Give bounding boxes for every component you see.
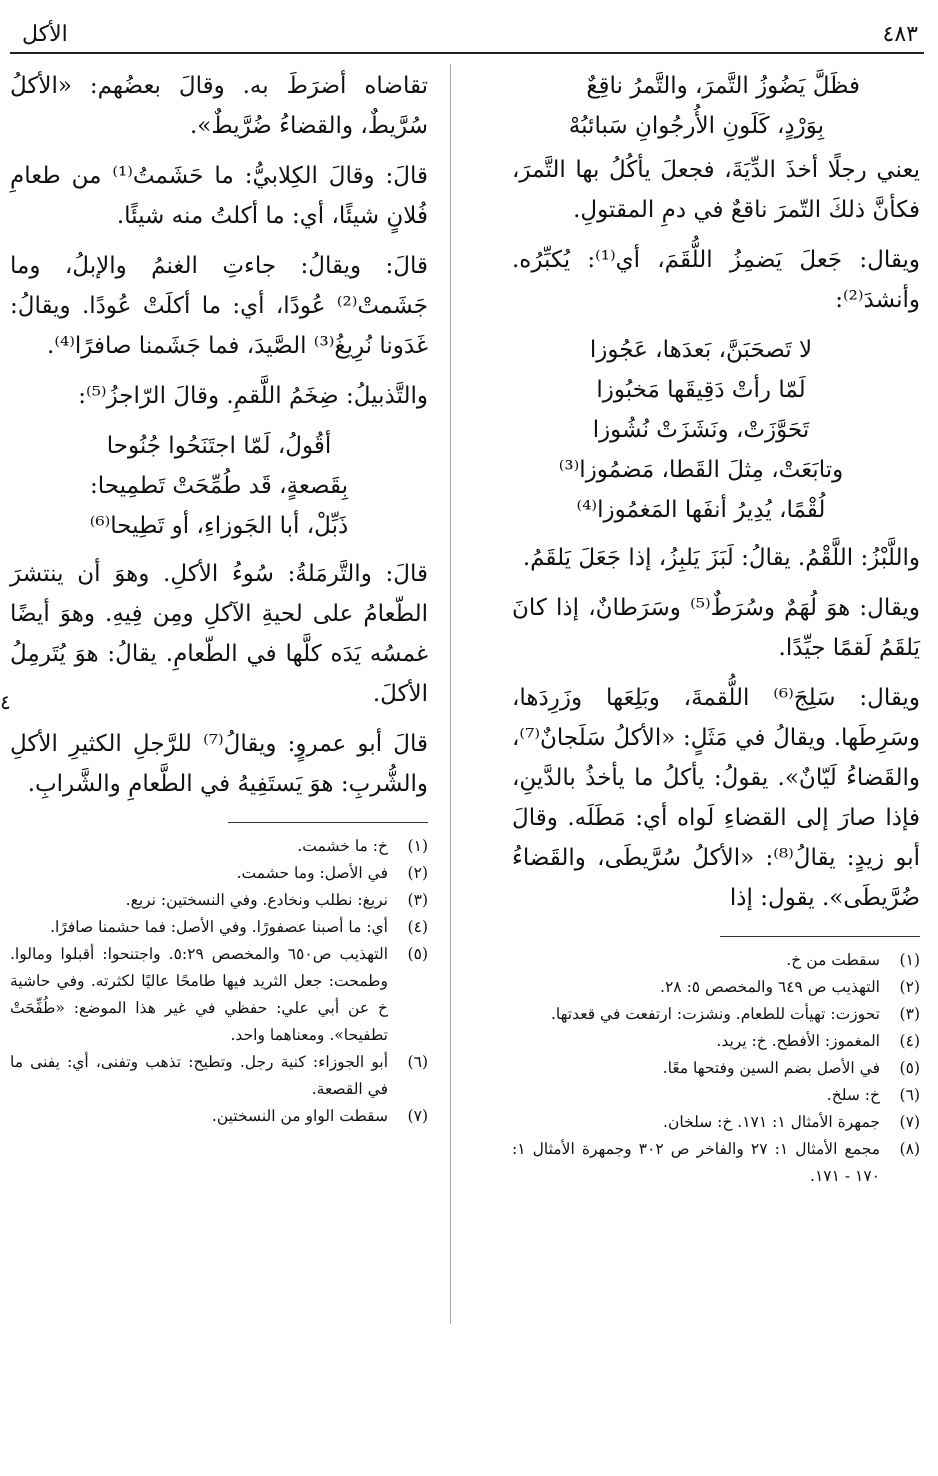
paragraph: ويقال: سَلِجَ⁽⁶⁾ اللُّقمةَ، وبَلِعَها وزَرِدَها، وسَرِطَها. ويقالُ في مَثَلٍ: «الأكلُ سَلَجانٌ⁽⁷⁾، والقَضاءُ لَيّانٌ». يقولُ: يأكلُ ما يأخذُ بالدَّينِ، فإذا صارَ إلى القضاءِ لَواه أي: مَطَلَه. وقالَ أبو زيدٍ: يقالُ⁽⁸⁾: «الأكلُ سُرَّيطَى، والقَضاءُ ضُرَّيطَى». يقول: إذا [512,685,920,911]
footnote: (٣) تحوزت: تهيأت للطعام. ونشزت: ارتفعت في قعدتها. [550,1005,920,1023]
verse-block [512,66,920,146]
paragraph: قالَ: وقالَ الكِلابيُّ: ما حَشَمتُ⁽¹⁾ من طعامِ فُلانٍ شيئًا، أي: ما أكلتُ منه شيئًا. [10,163,428,229]
poem-line: لُقْمًا، يُدِيرُ أنفَها المَغمُوزا⁽⁴⁾ [576,497,826,523]
footnote: (٥) في الأصل بضم السين وفتحها معًا. [662,1059,920,1077]
header-rule [10,52,924,54]
footnote: (٢) التهذيب ص ٦٤٩ والمخصص ٥: ٢٨. [660,978,920,996]
paragraph: قالَ: والتَّرمَلةُ: سُوءُ الأكلِ. وهوَ أن ينتشرَ الطّعامُ على لحيةِ الآكلِ ومِن فِيهِ. وهوَ أيضًا غمسُه يَدَه كلَّها في الطّعامِ. يقالُ: هوَ يُتَرمِلُ الأكلَ. [10,561,428,707]
footnotes [512,947,920,1190]
footnote-rule [720,936,920,937]
footnote: (٣) نريغ: نطلب ونخادع. وفي النسختين: نريع. [125,891,428,909]
poem-line: وتابَعَتْ، مِثلَ القَطا، مَضمُوزا⁽³⁾ [558,457,844,483]
poem-line: بِقَصعةٍ، قَد طُمِّحَتْ تَطمِيحا: [90,473,348,499]
left-column [10,66,428,1130]
paragraph: قالَ أبو عمروٍ: ويقالُ⁽⁷⁾ للرَّجلِ الكثيرِ الأكلِ والشُّربِ: هوَ يَستَفِيهُ في الطَّعامِ والشَّرابِ. [10,731,428,797]
paragraph: تقاضاه أضرَطَ به. وقالَ بعضُهم: «الأكلُ سُرَّيطٌ، والقضاءُ ضُرَّيطٌ». [10,73,428,139]
footnote: (٥) التهذيب ص٦٥٠ والمخصص ٥:٢٩. واجتنحوا: أقبلوا ومالوا. وطمحت: جعل الثريد فيها طامحًا عاليًا لكثرته. وفي حاشية خ عن أبي علي: حفظي في غير هذا الموضع: «طُفِّحَتْ تطفيحا». ومعناهما واحد. [10,945,428,1044]
footnote: (٤) المغموز: الأفطح. خ: يريد. [716,1032,920,1050]
footnote: (٦) خ: سلخ. [826,1086,920,1104]
paragraph: قالَ: ويقالُ: جاءتِ الغنمُ والإبلُ، وما جَشَمتْ⁽²⁾ عُودًا، أي: ما أكلَتْ عُودًا. ويقالُ: غَدَونا نُرِيغُ⁽³⁾ الصَّيدَ، فما جَشَمنا صافرًا⁽⁴⁾. [10,253,428,359]
page-number: ٤٨٣ [882,22,918,47]
poem-line: لَمّا رأتْ دَقِيقَها مَخبُوزا [596,377,806,403]
poem-line: أقُولُ، لَمّا اجتَنَحُوا جُنُوحا [106,433,332,459]
paragraph: ويقال: هوَ لُهَمٌ وسُرَطٌ⁽⁵⁾ وسَرَطانٌ، إذا كانَ يَلقَمُ لَقمًا جيِّدًا. [512,595,920,661]
paragraph: واللَّبْزُ: اللَّقْمُ. يقالُ: لَبَزَ يَلبِزُ، إذا جَعَلَ يَلقَمُ. [522,545,920,571]
footnote: (٦) أبو الجوزاء: كنية رجل. وتطيح: تذهب وتفنى، أي: يفنى ما في القصعة. [10,1053,428,1098]
poem-line: ذَبِّلْ، أبا الجَوزاءِ، أو تَطِيحا⁽⁶⁾ [89,513,349,539]
footnote: (١) خ: ما خشمت. [297,837,428,855]
poem-block [10,426,428,546]
column-divider [450,64,451,1324]
footnote-rule [228,822,428,823]
footnote: (١) سقطت من خ. [786,951,920,969]
footnote: (٢) في الأصل: وما حشمت. [236,864,428,882]
verse-line: بِوَرْدٍ، كَلَونِ الأُرجُوانِ سَبائبُهْ [568,113,824,139]
footnote: (٨) مجمع الأمثال ١: ٢٧ والفاخر ص ٣٠٢ وجمهرة الأمثال ١: ١٧٠ - ١٧١. [512,1140,920,1185]
footnote: (٤) أي: ما أصبنا عصفورًا. وفي الأصل: فما حشمنا صافرًا. [50,918,428,936]
paragraph: والتَّذبيلُ: ضِخَمُ اللَّقمِ. وقالَ الرّاجزُ⁽⁵⁾: [78,383,428,409]
footnote: (٧) جمهرة الأمثال ١: ١٧١. خ: سلخان. [663,1113,920,1131]
paragraph: يعني رجلًا أخذَ الدِّيَةَ، فجعلَ يأكُلُ بها التَّمرَ، فكأنَّ ذلكَ التّمرَ ناقعٌ في دمِ المقتولِ. [512,157,920,223]
margin-mark: ٤ [0,690,11,714]
poem-line: تَحَوَّزَتْ، ونَشَزَتْ نُشُوزا [592,417,810,443]
paragraph: ويقال: جَعلَ يَضمِزُ اللُّقَمَ، أي⁽¹⁾: يُكبِّرُه. وأنشدَ⁽²⁾: [512,247,920,313]
footnote: (٧) سقطت الواو من النسختين. [211,1107,428,1125]
verse-line: فظَلَّ يَضُوزُ التَّمرَ، والتَّمرُ ناقِعٌ [586,73,860,99]
poem-line: لا تَصحَبَنَّ، بَعدَها، عَجُوزا [589,337,813,363]
poem-block [512,330,920,530]
running-title: الأكل [22,22,68,47]
footnotes [10,833,428,1130]
right-column [512,66,920,1190]
